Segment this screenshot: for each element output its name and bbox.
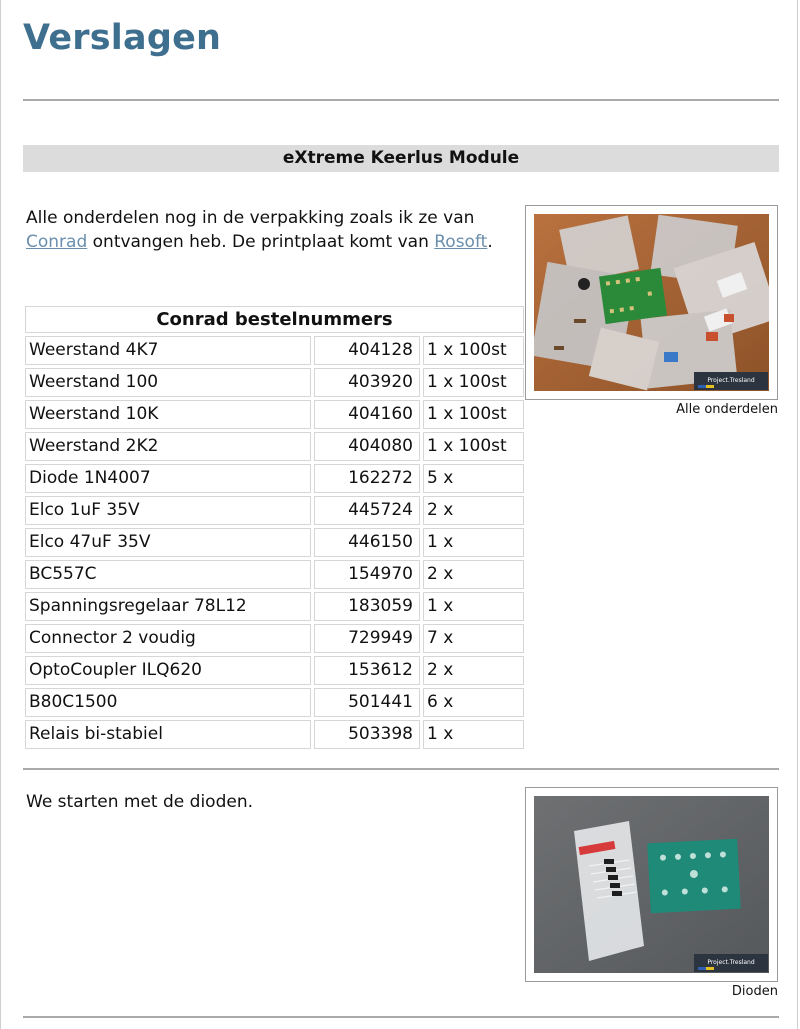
diodes-photo-caption: Dioden [731, 984, 778, 999]
order-number-cell: 503398 [314, 720, 420, 749]
quantity-cell: 6 x [423, 688, 524, 717]
quantity-cell: 2 x [423, 656, 524, 685]
watermark-text: Project.Tresland [707, 959, 755, 966]
order-number-cell: 446150 [314, 528, 420, 557]
diodes-photo-frame[interactable] [525, 787, 778, 982]
intro-text: ontvangen heb. De printplaat komt van [87, 232, 435, 252]
parts-photo[interactable] [534, 214, 769, 391]
quantity-cell: 1 x [423, 592, 524, 621]
order-number-cell: 154970 [314, 560, 420, 589]
parts-photo-frame[interactable] [525, 205, 778, 400]
quantity-cell: 1 x 100st [423, 432, 524, 461]
order-number-cell: 445724 [314, 496, 420, 525]
table-row [25, 528, 524, 557]
order-number-cell: 501441 [314, 688, 420, 717]
part-name-cell: Weerstand 2K2 [25, 432, 311, 461]
table-row [25, 688, 524, 717]
quantity-cell: 5 x [423, 464, 524, 493]
diodes-photo-image [534, 796, 769, 973]
part-name-cell: Weerstand 100 [25, 368, 311, 397]
intro-text: . [487, 232, 493, 252]
rosoft-link[interactable]: Rosoft [434, 232, 488, 252]
table-row [25, 656, 524, 685]
order-number-cell: 183059 [314, 592, 420, 621]
quantity-cell: 2 x [423, 496, 524, 525]
table-row [25, 560, 524, 589]
quantity-cell: 1 x [423, 720, 524, 749]
intro-text: Alle onderdelen nog in de verpakking zoals ik ze van [26, 208, 475, 228]
part-name-cell: Relais bi-stabiel [25, 720, 311, 749]
order-number-cell: 153612 [314, 656, 420, 685]
conrad-link[interactable]: Conrad [26, 232, 88, 252]
step-text: We starten met de dioden. [26, 792, 253, 812]
divider [23, 99, 779, 101]
table-row [25, 432, 524, 461]
part-name-cell: OptoCoupler ILQ620 [25, 656, 311, 685]
order-number-cell: 729949 [314, 624, 420, 653]
part-name-cell: Connector 2 voudig [25, 624, 311, 653]
order-number-cell: 403920 [314, 368, 420, 397]
table-row [25, 720, 524, 749]
part-name-cell: Diode 1N4007 [25, 464, 311, 493]
page-title: Verslagen [23, 18, 222, 58]
table-row [25, 496, 524, 525]
table-row [25, 592, 524, 621]
quantity-cell: 1 x 100st [423, 336, 524, 365]
part-name-cell: Elco 47uF 35V [25, 528, 311, 557]
diodes-photo[interactable] [534, 796, 769, 973]
intro-paragraph [26, 206, 516, 254]
section-heading: eXtreme Keerlus Module [23, 145, 779, 172]
table-row [25, 336, 524, 365]
divider [23, 1016, 779, 1018]
order-number-cell: 162272 [314, 464, 420, 493]
part-name-cell: B80C1500 [25, 688, 311, 717]
parts-photo-image [534, 214, 769, 391]
part-name-cell: Weerstand 10K [25, 400, 311, 429]
part-name-cell: Spanningsregelaar 78L12 [25, 592, 311, 621]
table-row [25, 624, 524, 653]
quantity-cell: 2 x [423, 560, 524, 589]
table-header: Conrad bestelnummers [25, 306, 524, 333]
quantity-cell: 1 x 100st [423, 368, 524, 397]
quantity-cell: 1 x [423, 528, 524, 557]
table-row [25, 368, 524, 397]
parts-photo-caption: Alle onderdelen [676, 402, 778, 417]
order-numbers-table [22, 303, 527, 752]
table-row [25, 464, 524, 493]
quantity-cell: 7 x [423, 624, 524, 653]
order-number-cell: 404128 [314, 336, 420, 365]
table-row [25, 400, 524, 429]
part-name-cell: Elco 1uF 35V [25, 496, 311, 525]
part-name-cell: BC557C [25, 560, 311, 589]
watermark-text: Project.Tresland [707, 377, 755, 384]
part-name-cell: Weerstand 4K7 [25, 336, 311, 365]
order-number-cell: 404080 [314, 432, 420, 461]
order-number-cell: 404160 [314, 400, 420, 429]
quantity-cell: 1 x 100st [423, 400, 524, 429]
table-body [25, 336, 524, 749]
divider [23, 768, 779, 770]
